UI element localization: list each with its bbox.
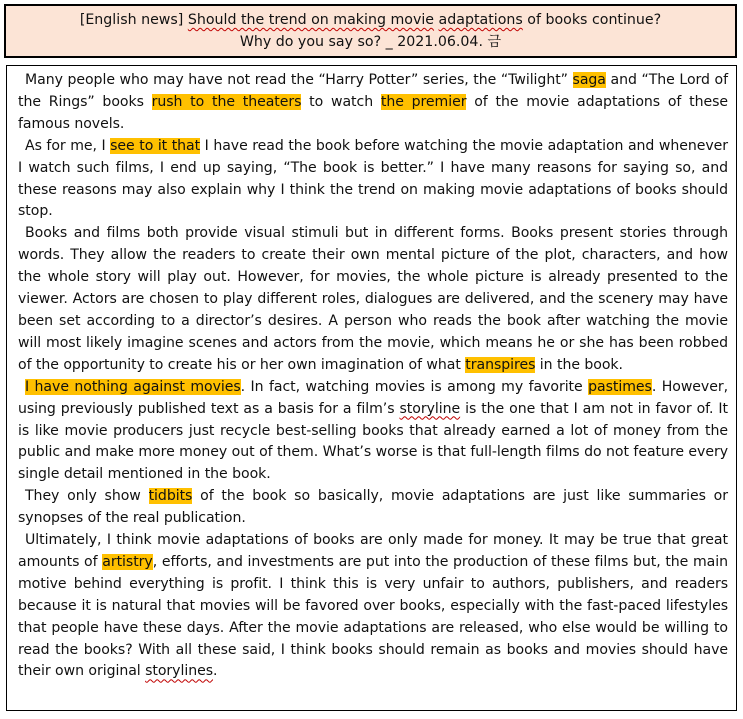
paragraph-6 [18,530,728,683]
text-run: , efforts, and investments are put into the production of these films but, the main motive behind everything is profit. I think this is very unfair to authors, publishers, and readers because it is natural that movies will be favored over books, especially with the fast-paced lifestyles that people have these days. After the movie adaptations are released, who else would be willing to read the books? With all these said, I think books should remain as books and movies should have their own original [18,553,728,680]
title-wavy-b: adaptations [438,12,523,28]
title-banner [4,4,737,58]
text-run: of the movie adaptations of these famous novels. [18,93,728,132]
text-run: . [213,663,218,680]
highlighted-phrase: saga [572,72,606,88]
paragraph-1 [18,70,728,136]
text-run: I have read the book before watching the movie adaptation and whenever I watch such films, I end up saying, “The book is better.” I have many reasons for saying so, and these reasons may also explain why I think the trend on making movie adaptations of books should stop. [18,137,728,220]
highlighted-phrase: transpires [465,356,536,373]
highlighted-phrase: rush to the theaters [151,93,302,110]
title-suffix: of books continue? [522,12,662,28]
paragraph-2 [18,136,728,224]
title-line-2: Why do you say so? _ 2021.06.04. 금 [239,34,502,50]
text-run: . However, using previously published text as a basis for a film’s [18,378,729,417]
text-run: of the book so basically, movie adaptations are just like summaries or synopses of the real publication. [18,488,728,527]
wavy-underlined-word: storylines [145,663,213,680]
text-run: to watch [301,93,381,110]
paragraph-4 [18,377,728,487]
text-run: As for me, I [25,137,111,154]
title-wavy-a: Should the trend on making movie [187,12,435,28]
highlighted-phrase: artistry [102,553,153,570]
text-run: in the book. [535,356,623,373]
title-line-1 [6,9,735,31]
paragraph-5 [18,486,728,530]
highlighted-phrase: I have nothing against movies [25,378,241,395]
text-run: . In fact, watching movies is among my favorite [240,378,589,395]
text-run: is the one that I am not in favor of. It is like movie producers just recycle best-selling books that already earned a lot of money from the public and make more money out of them. What’s worse is that full-length films do not feature every single detail mentioned in the book. [18,400,729,483]
article-body [6,65,737,711]
highlighted-phrase: pastimes [588,378,652,395]
text-run: Ultimately, I think movie adaptations of books are only made for money. It may be true that great amounts of [18,532,728,570]
title-prefix: [English news] [79,12,188,28]
text-run: and “The Lord of the Rings” books [18,72,728,110]
wavy-underlined-word: storyline [399,400,461,417]
highlighted-phrase: the premier [380,93,467,110]
paragraph-3 [18,223,728,376]
text-run: Books and films both provide visual stimuli but in different forms. Books present stories through words. They allow the readers to create their own mental picture of the plot, characters, and how the whole story will play out. However, for movies, the whole picture is already presented to the viewer. Actors are chosen to play different roles, dialogues are delivered, and the scenery may have been set according to a director’s desires. A person who reads the book after watching the movie will most likely imagine scenes and actors from the movie, which means he or she has been robbed of the opportunity to create his or her own imagination of what [18,225,728,373]
highlighted-phrase: tidbits [148,488,193,505]
highlighted-phrase: see to it that [110,137,201,154]
text-run: Many people who may have not read the “Harry Potter” series, the “Twilight” [25,72,573,88]
text-run: They only show [25,488,149,505]
